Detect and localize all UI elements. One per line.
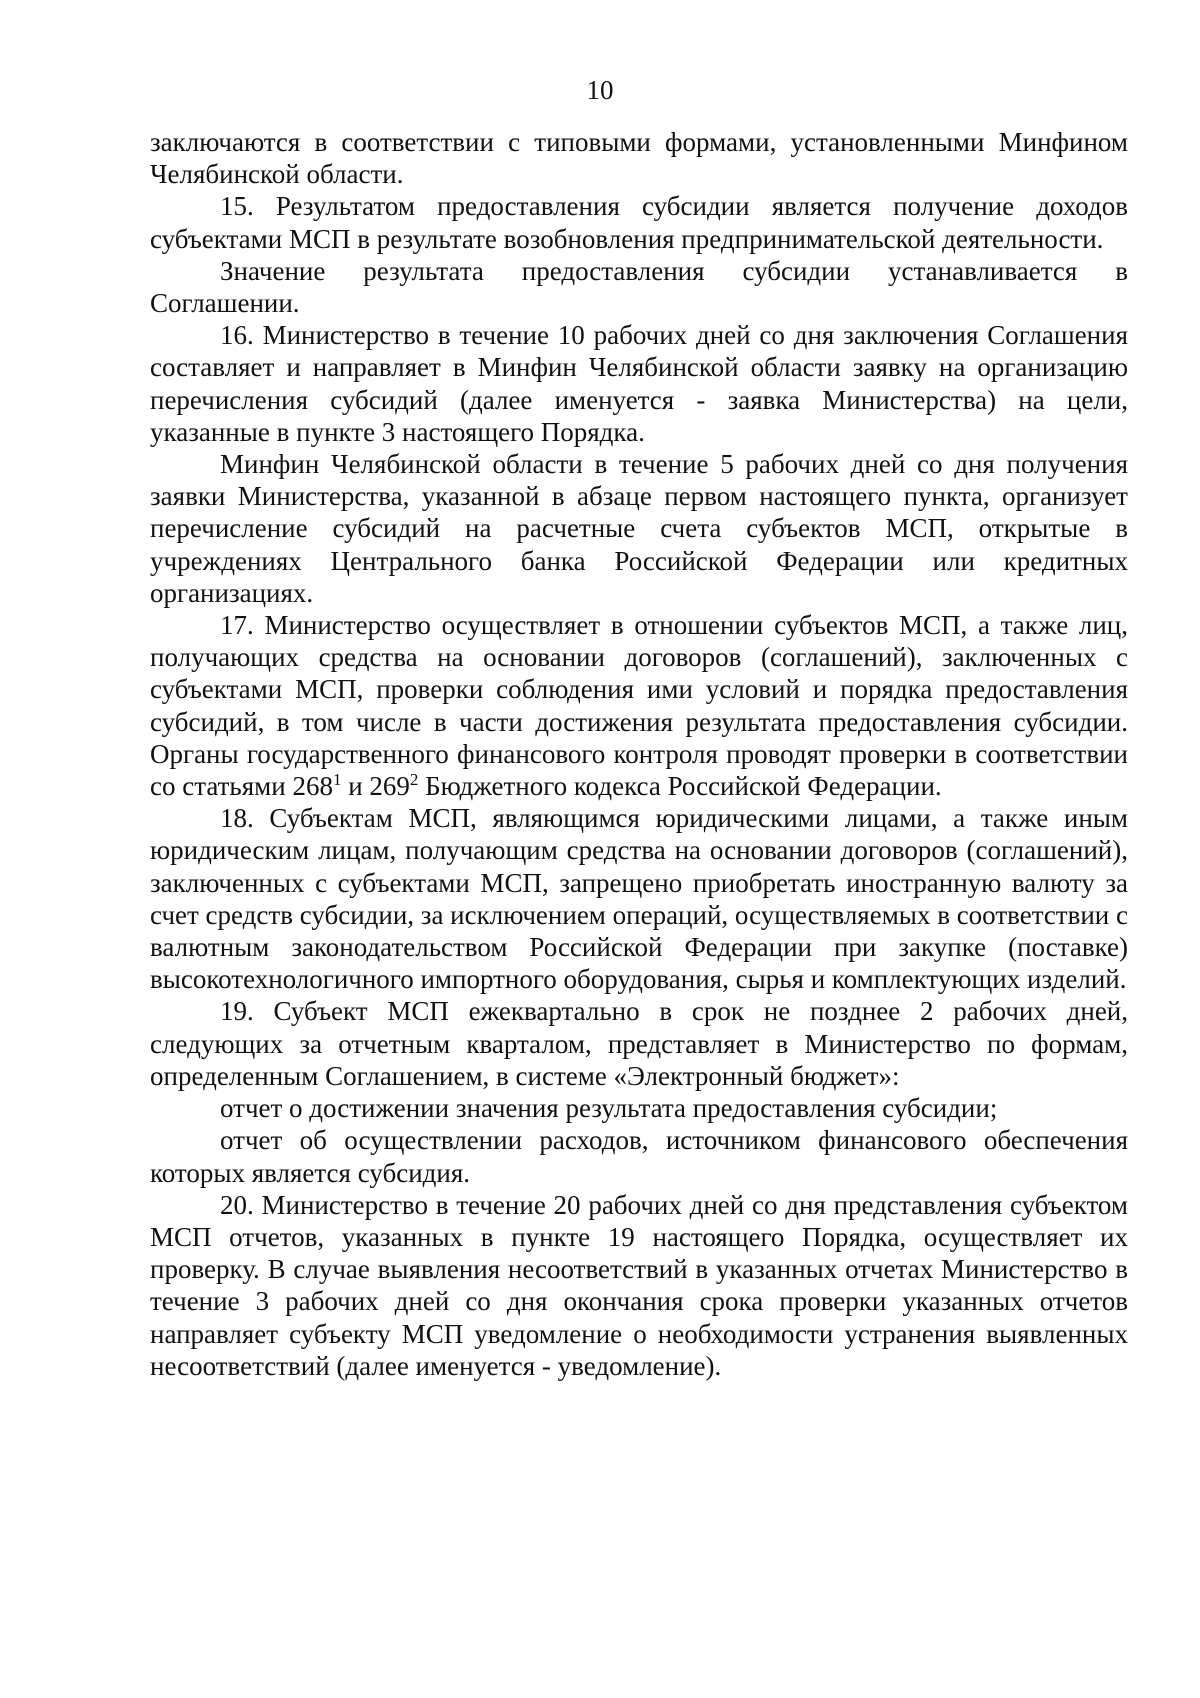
paragraph-17	[150, 609, 1128, 802]
superscript-2: 2	[409, 770, 419, 790]
paragraph-16-minfin: Минфин Челябинской области в течение 5 рабочих дней со дня получения заявки Министерства, указанной в абзаце первом настоящего пункта, организует перечисление субсидий на расчетные счета субъектов МСП, открытые в учреждениях Центрального банка Российской Федерации или кредитных организациях.	[150, 449, 1128, 608]
paragraph-15-value: Значение результата предоставления субсидии устанавливается в Соглашении.	[150, 255, 1128, 319]
paragraph-continuation: заключаются в соответствии с типовыми формами, установленными Минфином Челябинской области.	[150, 127, 1128, 190]
paragraph-17-text-1: 17. Министерство осуществляет в отношении субъектов МСП, а также лиц, получающих средства на основании договоров (соглашений), заключенных с субъектами МСП, проверки соблюдения ими условий и порядка предоставления субсидий, в том числе в части достижения результата предоставления субсидии. Органы государственного финансового контроля проводят проверки в соответствии со статьями 268	[150, 610, 1128, 802]
document-body	[150, 126, 1128, 1382]
paragraph-19-report-1: отчет о достижении значения результата предоставления субсидии;	[220, 1093, 998, 1124]
paragraph-19: 19. Субъект МСП ежеквартально в срок не позднее 2 рабочих дней, следующих за отчетным кварталом, представляет в Министерство по формам, определенным Соглашением, в системе «Электронный бюджет»:	[150, 996, 1128, 1091]
paragraph-20: 20. Министерство в течение 20 рабочих дней со дня представления субъектом МСП отчетов, указанных в пункте 19 настоящего Порядка, осуществляет их проверку. В случае выявления несоответствий в указанных отчетах Министерство в течение 3 рабочих дней со дня окончания срока проверки указанных отчетов направляет субъекту МСП уведомление о необходимости устранения выявленных несоответствий (далее именуется - уведомление).	[150, 1189, 1128, 1381]
page-number: 10	[586, 75, 614, 105]
paragraph-19-report-2: отчет об осуществлении расходов, источником финансового обеспечения которых является субсидия.	[150, 1125, 1128, 1188]
paragraph-16: 16. Министерство в течение 10 рабочих дней со дня заключения Соглашения составляет и направляет в Минфин Челябинской области заявку на организацию перечисления субсидий (далее именуется - заявка Министерства) на цели, указанные в пункте 3 настоящего Порядка.	[150, 320, 1128, 447]
paragraph-17-text-3: Бюджетного кодекса Российской Федерации.	[418, 771, 942, 802]
superscript-1: 1	[332, 770, 342, 790]
paragraph-17-text-2: и 269	[341, 771, 410, 802]
paragraph-15: 15. Результатом предоставления субсидии является получение доходов субъектами МСП в результате возобновления предпринимательской деятельности.	[150, 191, 1128, 254]
paragraph-18: 18. Субъектам МСП, являющимся юридическими лицами, а также иным юридическим лицам, получающим средства на основании договоров (соглашений), заключенных с субъектами МСП, запрещено приобретать иностранную валюту за счет средств субсидии, за исключением операций, осуществляемых в соответствии с валютным законодательством Российской Федерации при закупке (поставке) высокотехнологичного импортного оборудования, сырья и комплектующих изделий.	[150, 803, 1128, 995]
